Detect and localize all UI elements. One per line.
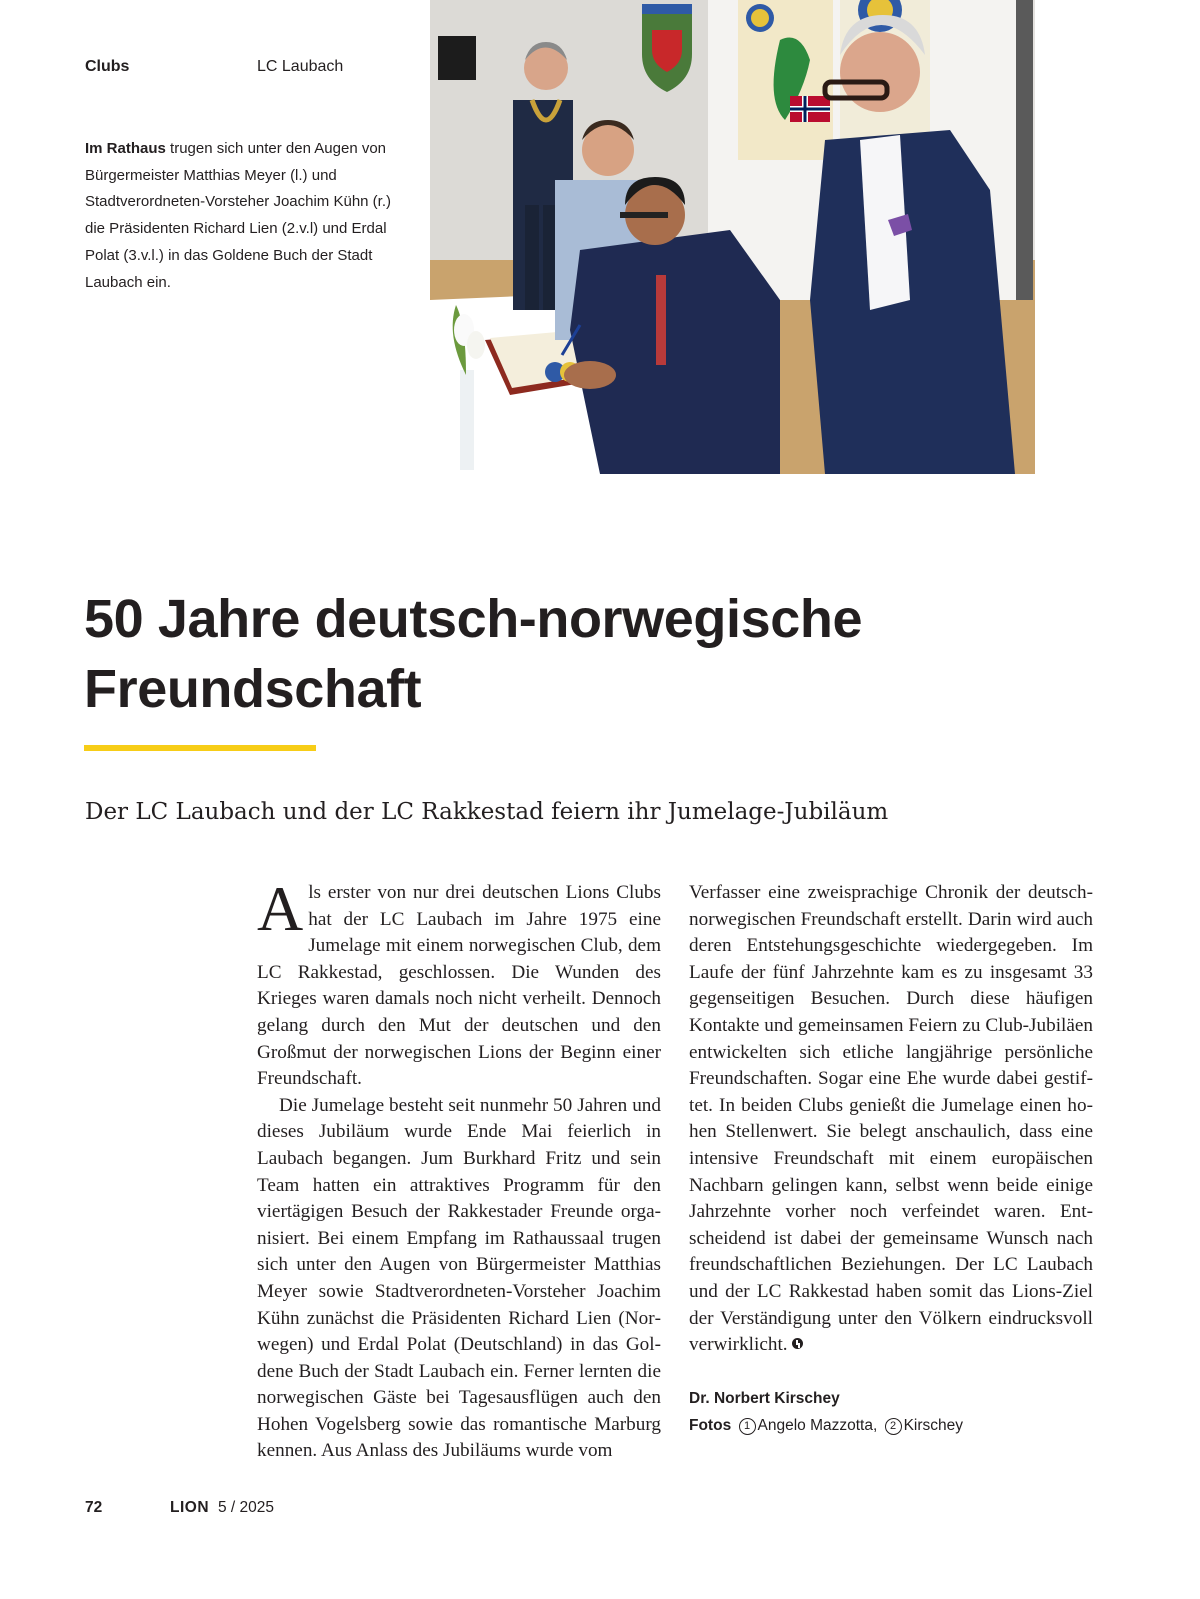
photo-illustration bbox=[430, 0, 1035, 474]
page-number: 72 bbox=[85, 1499, 103, 1516]
magazine-name: LION bbox=[170, 1499, 210, 1516]
paragraph-1 bbox=[257, 873, 661, 1093]
article-headline bbox=[84, 584, 1114, 724]
paragraph-2: Die Jumelage besteht seit nunmehr 50 Jahren und dieses Jubiläum wurde Ende Mai feierlich in Laubach begangen. Jum Burkhard Fritz und sein Team hatten ein attraktives Programm für den viertägigen Besuch der Rakkestader Freunde organisiert. Bei einem Empfang im Rathaussaal trugen sich unter den Augen von Bürgermeister Matthias Meyer sowie Stadtverordneten-Vorsteher Joachim Kühn zunächst die Präsidenten Richard Lien (Norwegen) und Erdal Polat (Deutschland) in das Goldene Buch der Stadt Laubach ein. Ferner lernten die norwegischen Gäste bei Tagesausflügen auch den Hohen Vogelsberg sowie das romantische Marburg kennen. Aus Anlass des Jubiläums wurde vom bbox=[257, 1094, 661, 1462]
article-column-left bbox=[257, 873, 661, 1465]
caption-lead: Im Rathaus bbox=[85, 140, 166, 157]
article-photo bbox=[430, 0, 1035, 474]
lions-logo-icon bbox=[792, 1338, 803, 1349]
paragraph-3 bbox=[689, 880, 1093, 1359]
headline-line-2: Freundschaft bbox=[84, 659, 422, 719]
paragraph-1-text: ls erster von nur drei deutschen Lions Clubs hat der LC Laubach im Jahre 1975 eine Jumelage mit einem norwegischen Club, dem LC Rakkestad, geschlossen. Die Wunden des Krieges waren damals noch nicht verheilt. Dennoch gelang durch den Mut der deutschen und den Großmut der norwegischen Lions der Beginn einer Freundschaft. bbox=[257, 882, 661, 1090]
article-subtitle: Der LC Laubach und der LC Rakkestad feiern ihr Jumelage-Jubiläum bbox=[85, 799, 889, 825]
photo-caption bbox=[85, 136, 407, 296]
caption-text: trugen sich unter den Augen von Bürgermeister Matthias Meyer (l.) und Stadtverordneten-Vorsteher Joachim Kühn (r.) die Präsidenten Richard Lien (2.v.l) und Erdal Polat (3.v.l.) in das Goldene Buch der Stadt Laubach ein. bbox=[85, 140, 391, 291]
headline-line-1: 50 Jahre deutsch-norwegische bbox=[84, 589, 863, 649]
credit-number-1: 1 bbox=[739, 1418, 756, 1435]
author-name: Dr. Norbert Kirschey bbox=[689, 1390, 840, 1407]
club-label: LC Laubach bbox=[257, 58, 344, 75]
photo-credits bbox=[689, 1417, 963, 1435]
credit-number-2: 2 bbox=[885, 1418, 902, 1435]
dropcap-container bbox=[257, 873, 304, 944]
credit-name-2: Kirschey bbox=[903, 1417, 964, 1434]
article-column-right bbox=[689, 880, 1093, 1359]
credit-name-1: Angelo Mazzotta, bbox=[757, 1417, 878, 1434]
accent-rule bbox=[84, 745, 316, 751]
fotos-label: Fotos bbox=[689, 1417, 732, 1434]
paragraph-3-text: Verfasser eine zweisprachige Chronik der deutsch-norwegischen Freundschaft erstellt. Darin wird auch deren Entstehungsgeschichte wiedergegeben. Im Laufe der fünf Jahrzehnte kam es zu insgesamt 33 gegenseitigen Besuchen. Durch diese häufigen Kontakte und gemeinsamen Feiern zu Club-Jubiläen entwickelten sich etliche langjährige persönliche Freundschaften. Sogar eine Ehe wurde dabei gestiftet. In beiden Clubs genießt die Jumelage einen hohen Stellenwert. Sie belegt anschaulich, dass eine intensive Freundschaft mit einem europäischen Nachbarn gelingen kann, selbst wenn beide einige Jahrzehnte vorher noch verfeindet waren. Entscheidend ist dabei der gemeinsame Wunsch nach freundschaftlichen Beziehungen. Der LC Laubach und der LC Rakkestad haben somit das Lions-Ziel der Verständigung unter den Völkern eindrucksvoll verwirklicht. bbox=[689, 882, 1093, 1356]
issue-number: 5 / 2025 bbox=[218, 1499, 275, 1516]
section-label: Clubs bbox=[85, 58, 130, 75]
dropcap: A bbox=[257, 873, 304, 944]
